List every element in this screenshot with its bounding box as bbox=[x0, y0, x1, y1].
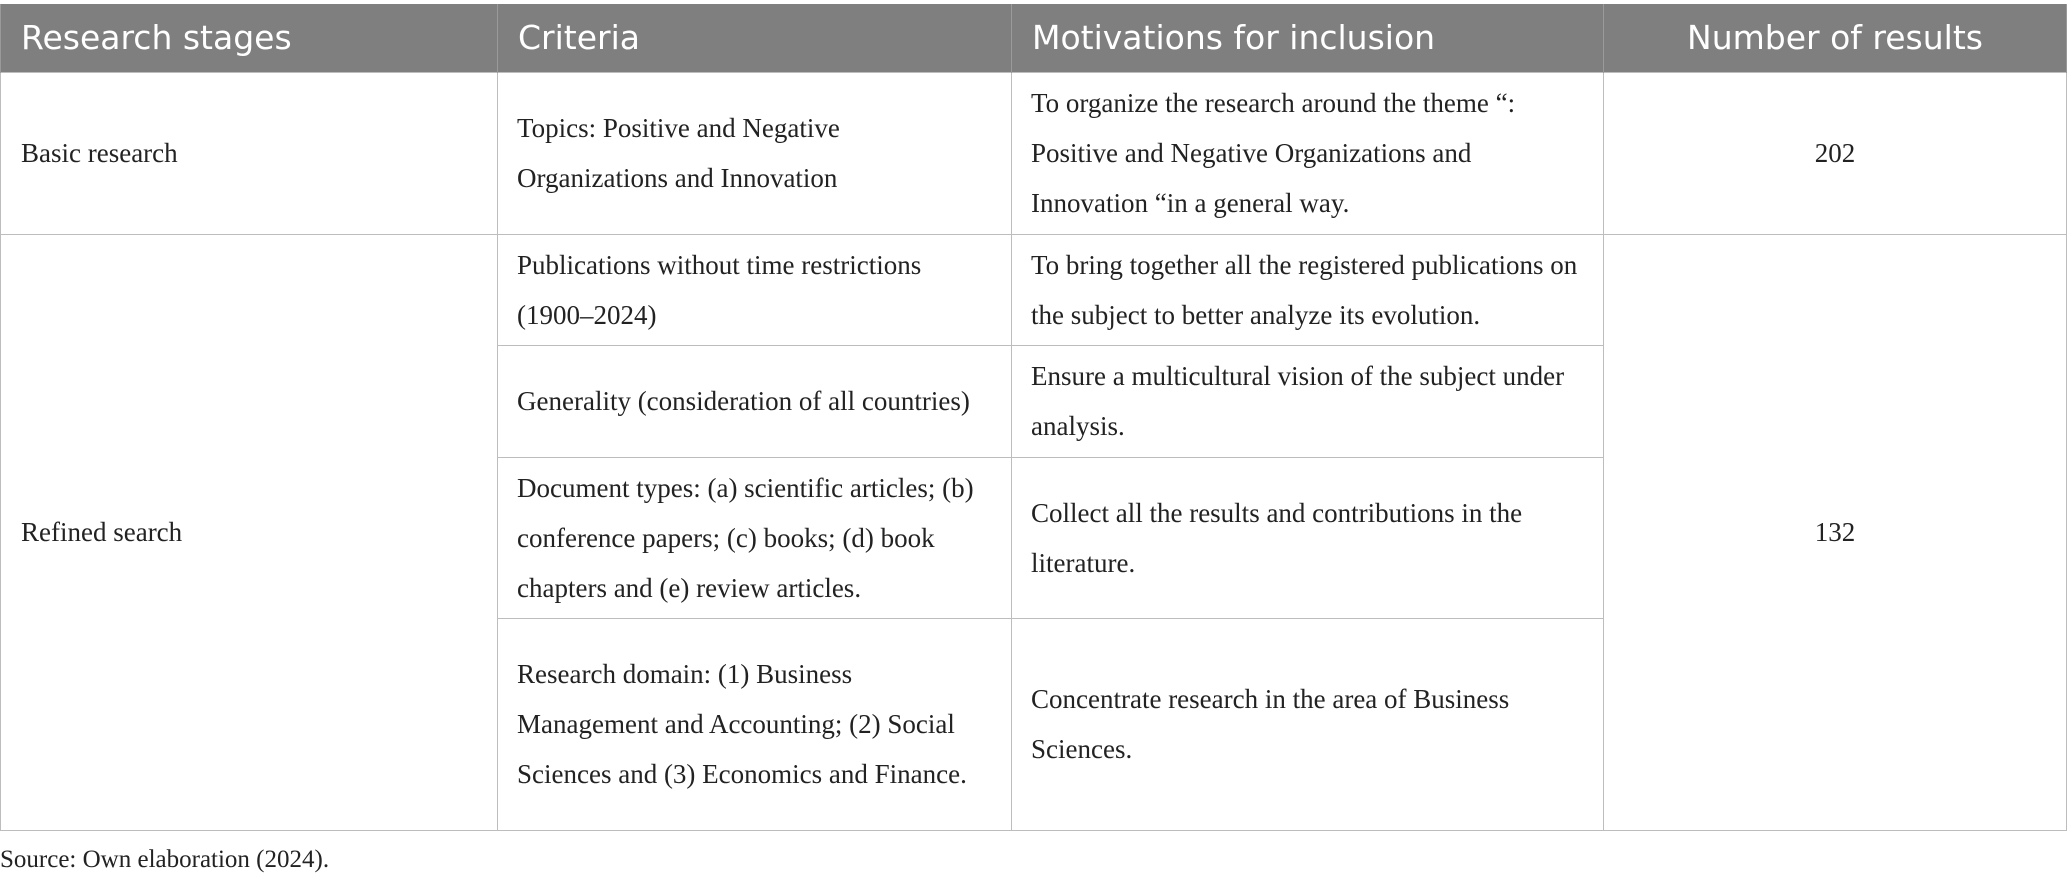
motivation-cell: To bring together all the registered publications on the subject to better analyze its evolution. bbox=[1012, 234, 1604, 345]
table-row bbox=[1, 72, 2067, 234]
header-motivations: Motivations for inclusion bbox=[1012, 4, 1604, 72]
header-row bbox=[1, 4, 2067, 72]
criteria-cell: Topics: Positive and Negative Organizations and Innovation bbox=[498, 72, 1012, 234]
results-cell-basic: 202 bbox=[1604, 72, 2067, 234]
table-body bbox=[1, 72, 2067, 830]
criteria-cell: Generality (consideration of all countries) bbox=[498, 345, 1012, 457]
header-criteria: Criteria bbox=[498, 4, 1012, 72]
research-stages-table bbox=[0, 4, 2067, 831]
criteria-cell: Document types: (a) scientific articles; (b) conference papers; (c) books; (d) book chapters and (e) review articles. bbox=[498, 457, 1012, 618]
stage-cell-basic: Basic research bbox=[1, 72, 498, 234]
motivation-cell: Collect all the results and contributions in the literature. bbox=[1012, 457, 1604, 618]
stage-cell-refined: Refined search bbox=[1, 234, 498, 830]
header-research-stages: Research stages bbox=[1, 4, 498, 72]
source-note: Source: Own elaboration (2024). bbox=[0, 846, 330, 873]
motivation-cell: Concentrate research in the area of Business Sciences. bbox=[1012, 618, 1604, 830]
motivation-cell: To organize the research around the theme “: Positive and Negative Organizations and Innovation “in a general way. bbox=[1012, 72, 1604, 234]
criteria-cell: Research domain: (1) Business Management and Accounting; (2) Social Sciences and (3) Economics and Finance. bbox=[498, 618, 1012, 830]
results-cell-refined: 132 bbox=[1604, 234, 2067, 830]
criteria-cell: Publications without time restrictions (1900–2024) bbox=[498, 234, 1012, 345]
motivation-cell: Ensure a multicultural vision of the subject under analysis. bbox=[1012, 345, 1604, 457]
table-row bbox=[1, 234, 2067, 345]
header-number-of-results: Number of results bbox=[1604, 4, 2067, 72]
table-header bbox=[1, 4, 2067, 72]
